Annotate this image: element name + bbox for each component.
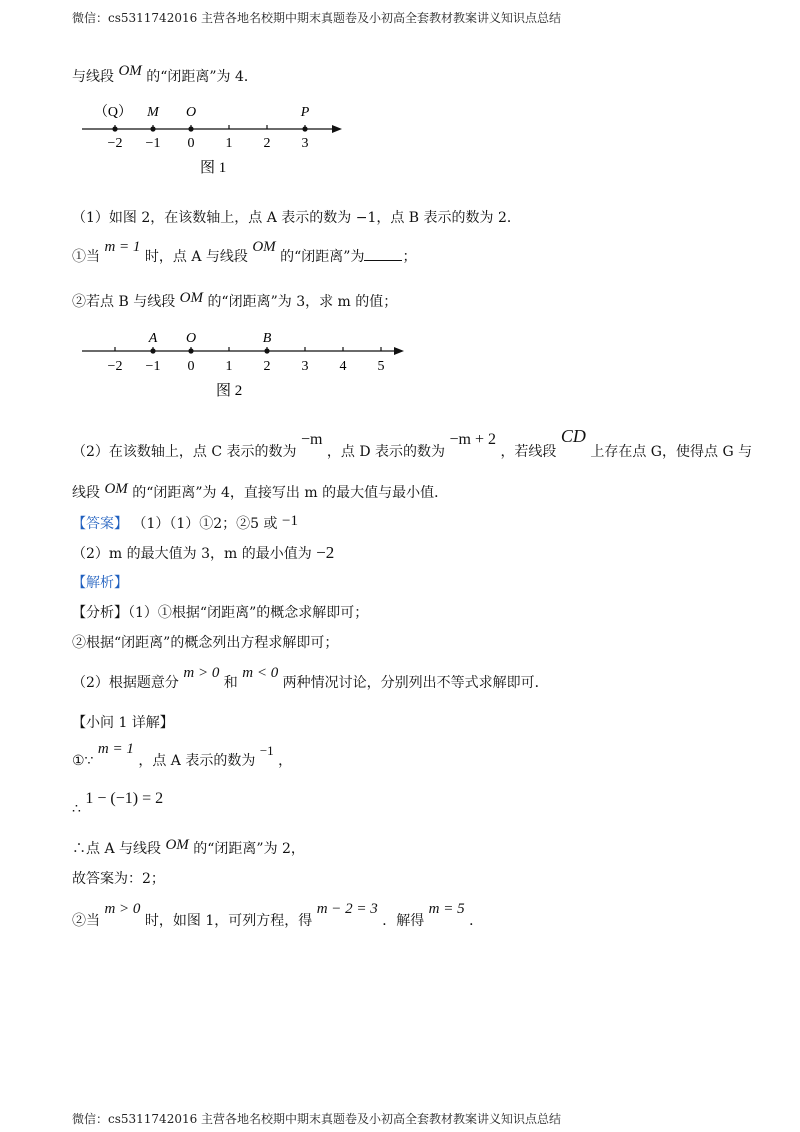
detail-step-3	[72, 838, 305, 858]
point-dot	[188, 126, 193, 131]
q1a-prefix: ①当	[72, 249, 100, 265]
answer-text-1: （1）（1）①2；②5 或	[132, 516, 278, 532]
detail-step-1	[72, 738, 293, 769]
tick-label: 0	[187, 136, 195, 151]
detail-s5-a: ②当	[72, 913, 100, 929]
analysis-line-2: ②根据“闭距离”的概念列出方程求解即可；	[72, 635, 339, 651]
point-label: O	[185, 331, 197, 346]
q2-text-5: 线段	[72, 485, 100, 501]
point-dot	[150, 348, 155, 353]
detail-s5-d: ．	[469, 913, 484, 929]
q2-text-1: （2）在该数轴上，点 C 表示的数为	[72, 444, 297, 460]
q2-c-value: −m	[300, 431, 323, 448]
tick-label: 2	[263, 359, 271, 374]
detail-s5-math-3: m = 5	[428, 901, 465, 917]
detail-s2-math: 1 − (−1) = 2	[85, 790, 164, 807]
intro-suffix: 的“闭距离”为 4．	[146, 69, 258, 85]
q2-segment-cd: CD	[560, 426, 586, 446]
answer-blank[interactable]	[364, 248, 402, 261]
analysis-line-1: 【分析】（1）①根据“闭距离”的概念求解即可；	[72, 605, 369, 621]
question-1: （1）如图 2，在该数轴上，点 A 表示的数为 −1，点 B 表示的数为 2．	[72, 210, 521, 226]
point-label: A	[148, 331, 158, 346]
analysis-tag: 【解析】	[72, 575, 128, 591]
q1b-om: OM	[179, 290, 203, 306]
page-footer: 微信：cs5311742016 主营各地名校期中期末真题卷及小初高全套教材教案讲义知识点总结	[72, 1112, 562, 1126]
axis-arrow-icon	[332, 125, 342, 133]
q1a-suffix: 的“闭距离”为	[280, 249, 365, 265]
answer-math-2: −2	[316, 543, 335, 562]
detail-s1-c: −1	[259, 743, 274, 758]
tick-label: 3	[301, 359, 309, 374]
q2-d-value: −m + 2	[449, 431, 496, 448]
analysis-math-1: m > 0	[183, 665, 220, 681]
tick-label: 1	[225, 136, 233, 151]
intro-line	[72, 63, 258, 86]
analysis-text-a: （2）根据题意分	[72, 675, 179, 691]
axis-arrow-icon	[394, 347, 404, 355]
detail-s3-b: 的“闭距离”为 2，	[193, 841, 305, 857]
tick-label: 0	[187, 359, 195, 374]
page-header: 微信：cs5311742016 主营各地名校期中期末真题卷及小初高全套教材教案讲义知识点总结	[72, 11, 562, 25]
question-1a	[72, 239, 417, 266]
analysis-text-c: 两种情况讨论，分别列出不等式求解即可．	[282, 675, 549, 691]
detail-step-5	[72, 898, 484, 929]
q2-text-4: 上存在点 G，使得点 G 与	[590, 444, 753, 460]
point-label: （Q）	[93, 105, 133, 120]
q1a-mid: 时，点 A 与线段	[144, 249, 248, 265]
tick-label: 4	[339, 359, 347, 374]
detail-s1-a: ①∵	[72, 753, 94, 769]
detail-s5-c: ．解得	[382, 913, 425, 929]
point-dot	[264, 348, 269, 353]
q1a-om: OM	[252, 239, 276, 255]
point-label: M	[147, 105, 159, 120]
q1a-end: ；	[402, 249, 417, 265]
detail-s2-a: ∴	[72, 801, 81, 817]
question-2-line2	[72, 482, 448, 502]
detail-s5-math-2: m − 2 = 3	[316, 901, 378, 917]
intro-prefix: 与线段	[72, 69, 114, 85]
answer-line-1	[72, 513, 298, 533]
answer-line-2	[72, 543, 334, 563]
point-dot	[188, 348, 193, 353]
tick-label: 3	[301, 136, 309, 151]
detail-s1-b: ，点 A 表示的数为	[138, 753, 256, 769]
figure-2-number-line	[70, 326, 420, 406]
figure-1-caption: 图 1	[200, 160, 227, 176]
q1b-prefix: ②若点 B 与线段	[72, 294, 176, 310]
detail-step-4: 故答案为：2；	[72, 871, 165, 887]
q1a-condition: m = 1	[104, 239, 141, 255]
answer-tag: 【答案】	[72, 516, 128, 532]
tick-label: 2	[263, 136, 271, 151]
point-dot	[150, 126, 155, 131]
q2-text-2: ，点 D 表示的数为	[326, 444, 446, 460]
figure-2-caption: 图 2	[216, 383, 243, 399]
answer-text-2: （2）m 的最大值为 3，m 的最小值为	[72, 546, 312, 562]
detail-s1-d: ，	[278, 753, 293, 769]
point-label: P	[300, 105, 310, 120]
point-dot	[112, 126, 117, 131]
detail-s1-math: m = 1	[97, 741, 134, 757]
segment-om: OM	[118, 63, 142, 79]
tick-label: 1	[225, 359, 233, 374]
tick-label: −1	[145, 136, 161, 151]
q2-text-3: ，若线段	[500, 444, 557, 460]
detail-s3-om: OM	[165, 837, 189, 853]
tick-label: −2	[107, 136, 123, 151]
detail-step-2	[72, 790, 164, 817]
tick-label: −1	[145, 359, 161, 374]
analysis-line-3	[72, 662, 549, 691]
detail-s5-math-1: m > 0	[104, 901, 141, 917]
point-label: O	[185, 105, 197, 120]
q2-om: OM	[104, 481, 128, 497]
q1b-suffix: 的“闭距离”为 3，求 m 的值；	[207, 294, 398, 310]
point-dot	[302, 126, 307, 131]
detail-tag: 【小问 1 详解】	[72, 715, 174, 731]
figure-1-number-line	[70, 96, 360, 186]
analysis-text-b: 和	[223, 675, 238, 691]
tick-label: 5	[377, 359, 385, 374]
q2-text-6: 的“闭距离”为 4，直接写出 m 的最大值与最小值．	[132, 485, 449, 501]
detail-s5-b: 时，如图 1，可列方程，得	[144, 913, 313, 929]
detail-s3-a: ∴点 A 与线段	[72, 841, 162, 857]
question-2-line1	[72, 426, 753, 460]
answer-math-1: −1	[282, 513, 298, 529]
point-label: B	[262, 331, 272, 346]
analysis-math-2: m < 0	[242, 665, 279, 681]
tick-label: −2	[107, 359, 123, 374]
question-1b	[72, 291, 397, 311]
